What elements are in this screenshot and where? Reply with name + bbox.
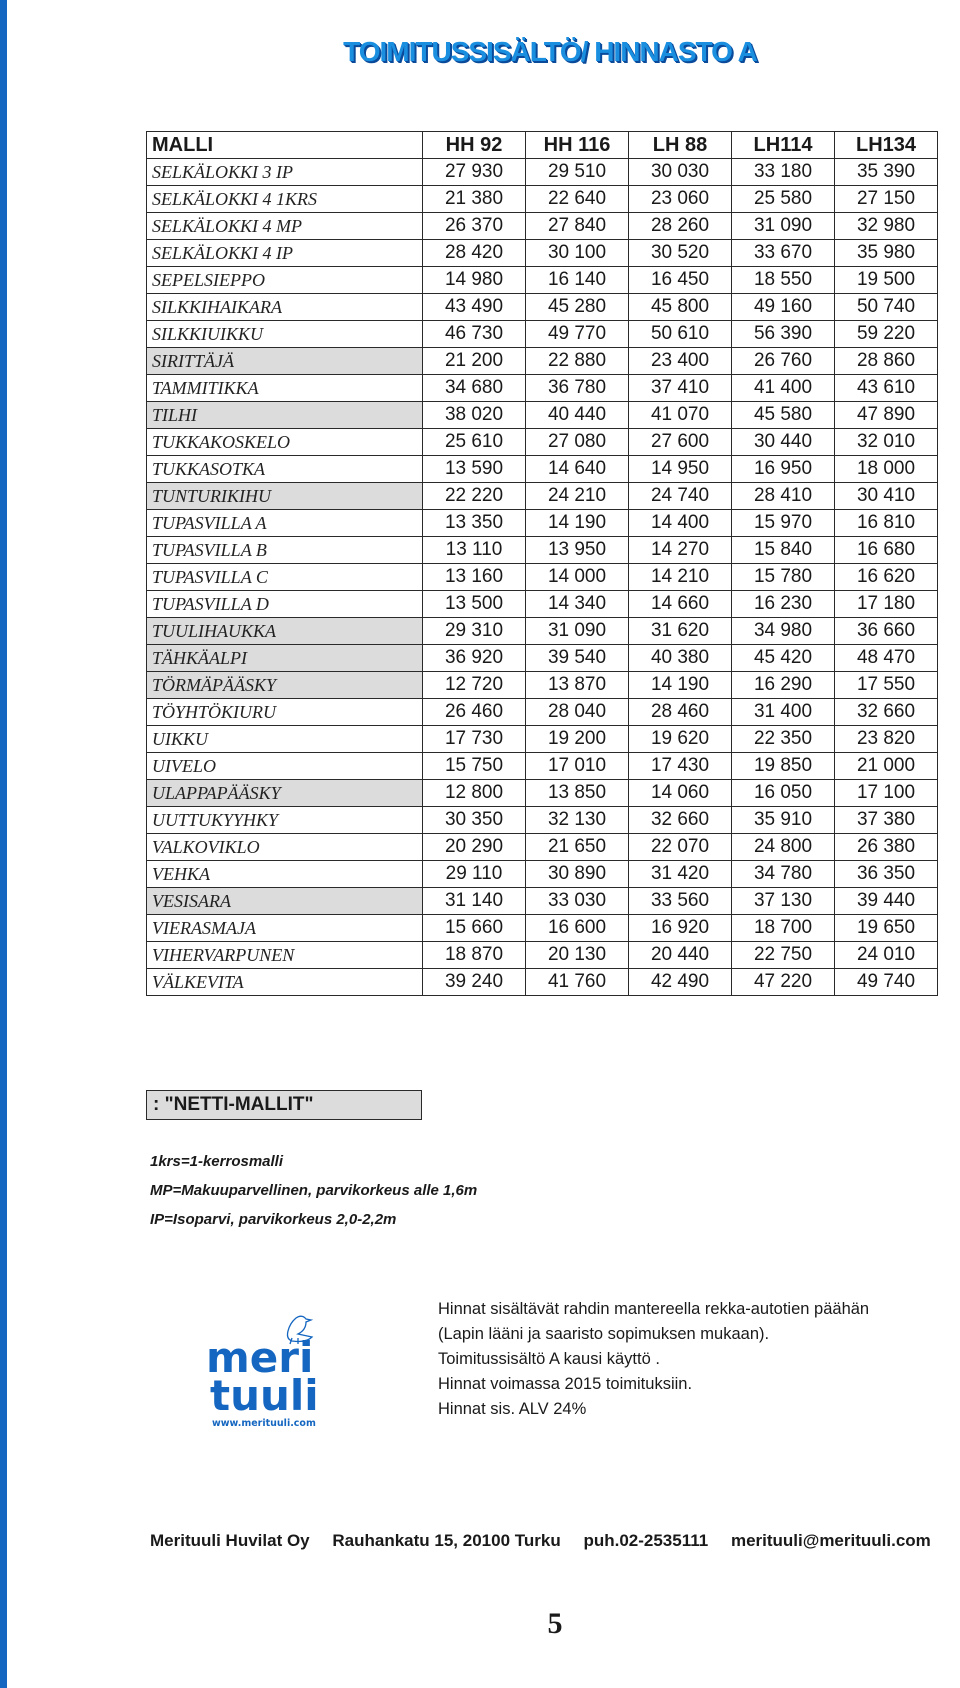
price-cell: 24 010 — [835, 942, 938, 969]
table-row — [147, 564, 938, 591]
price-cell: 47 890 — [835, 402, 938, 429]
table-row — [147, 213, 938, 240]
price-cell: 46 730 — [423, 321, 526, 348]
price-cell: 15 750 — [423, 753, 526, 780]
price-cell: 16 050 — [732, 780, 835, 807]
price-cell: 28 460 — [629, 699, 732, 726]
price-cell: 56 390 — [732, 321, 835, 348]
price-cell: 20 440 — [629, 942, 732, 969]
price-cell: 13 590 — [423, 456, 526, 483]
price-cell: 17 430 — [629, 753, 732, 780]
seagull-icon — [200, 1310, 350, 1430]
price-cell: 18 700 — [732, 915, 835, 942]
table-row — [147, 807, 938, 834]
footer-phone: puh.02-2535111 — [583, 1531, 709, 1550]
price-cell: 34 980 — [732, 618, 835, 645]
page-title: TOIMITUSSISÄLTÖ/ HINNASTO A — [343, 36, 757, 67]
table-row — [147, 159, 938, 186]
price-cell: 25 610 — [423, 429, 526, 456]
price-cell: 13 160 — [423, 564, 526, 591]
price-cell: 19 850 — [732, 753, 835, 780]
price-cell: 15 840 — [732, 537, 835, 564]
table-row — [147, 942, 938, 969]
logo-text-line1: meri — [206, 1333, 314, 1382]
column-header-malli: MALLI — [147, 132, 423, 159]
table-row — [147, 726, 938, 753]
price-cell: 36 350 — [835, 861, 938, 888]
price-table — [146, 131, 938, 996]
price-cell: 26 380 — [835, 834, 938, 861]
price-cell: 16 450 — [629, 267, 732, 294]
table-row — [147, 591, 938, 618]
price-cell: 20 130 — [526, 942, 629, 969]
table-header-row — [147, 132, 938, 159]
model-name-cell: VESISARA — [147, 888, 423, 915]
column-header-lh88: LH 88 — [629, 132, 732, 159]
price-cell: 14 340 — [526, 591, 629, 618]
price-cell: 24 210 — [526, 483, 629, 510]
table-row — [147, 483, 938, 510]
price-cell: 45 280 — [526, 294, 629, 321]
price-cell: 43 610 — [835, 375, 938, 402]
price-cell: 12 800 — [423, 780, 526, 807]
column-header-hh92: HH 92 — [423, 132, 526, 159]
price-cell: 37 410 — [629, 375, 732, 402]
model-name-cell: TUPASVILLA C — [147, 564, 423, 591]
price-cell: 59 220 — [835, 321, 938, 348]
table-row — [147, 969, 938, 996]
model-name-cell: TUNTURIKIHU — [147, 483, 423, 510]
price-cell: 28 260 — [629, 213, 732, 240]
price-cell: 34 680 — [423, 375, 526, 402]
price-cell: 36 780 — [526, 375, 629, 402]
price-cell: 33 180 — [732, 159, 835, 186]
price-cell: 48 470 — [835, 645, 938, 672]
price-cell: 36 660 — [835, 618, 938, 645]
price-cell: 23 400 — [629, 348, 732, 375]
price-cell: 17 730 — [423, 726, 526, 753]
table-row — [147, 834, 938, 861]
abbreviation-1krs: 1krs=1-kerrosmalli — [150, 1153, 284, 1170]
price-cell: 23 060 — [629, 186, 732, 213]
price-cell: 49 160 — [732, 294, 835, 321]
price-cell: 19 500 — [835, 267, 938, 294]
price-cell: 16 230 — [732, 591, 835, 618]
table-row — [147, 456, 938, 483]
price-cell: 34 780 — [732, 861, 835, 888]
abbreviation-mp: MP=Makuuparvellinen, parvikorkeus alle 1,6m — [150, 1182, 478, 1199]
price-cell: 25 580 — [732, 186, 835, 213]
price-cell: 28 410 — [732, 483, 835, 510]
price-cell: 19 620 — [629, 726, 732, 753]
price-cell: 31 620 — [629, 618, 732, 645]
price-cell: 13 110 — [423, 537, 526, 564]
model-name-cell: TAMMITIKKA — [147, 375, 423, 402]
price-cell: 37 380 — [835, 807, 938, 834]
price-cell: 21 200 — [423, 348, 526, 375]
info-line-5: Hinnat sis. ALV 24% — [438, 1400, 587, 1418]
price-cell: 27 600 — [629, 429, 732, 456]
table-row — [147, 888, 938, 915]
price-cell: 31 420 — [629, 861, 732, 888]
model-name-cell: SILKKIHAIKARA — [147, 294, 423, 321]
price-cell: 22 880 — [526, 348, 629, 375]
price-cell: 31 400 — [732, 699, 835, 726]
table-row — [147, 537, 938, 564]
model-name-cell: SELKÄLOKKI 4 MP — [147, 213, 423, 240]
price-cell: 30 350 — [423, 807, 526, 834]
table-row — [147, 240, 938, 267]
model-name-cell: TUKKAKOSKELO — [147, 429, 423, 456]
model-name-cell: TUKKASOTKA — [147, 456, 423, 483]
price-cell: 38 020 — [423, 402, 526, 429]
model-name-cell: TUPASVILLA A — [147, 510, 423, 537]
price-cell: 18 000 — [835, 456, 938, 483]
price-cell: 22 070 — [629, 834, 732, 861]
price-cell: 27 930 — [423, 159, 526, 186]
price-cell: 45 420 — [732, 645, 835, 672]
abbreviation-ip: IP=Isoparvi, parvikorkeus 2,0-2,2m — [150, 1211, 397, 1228]
price-cell: 23 820 — [835, 726, 938, 753]
price-cell: 41 070 — [629, 402, 732, 429]
price-cell: 14 640 — [526, 456, 629, 483]
table-row — [147, 321, 938, 348]
model-name-cell: TUPASVILLA D — [147, 591, 423, 618]
price-cell: 14 270 — [629, 537, 732, 564]
price-cell: 41 400 — [732, 375, 835, 402]
price-cell: 30 410 — [835, 483, 938, 510]
price-cell: 15 660 — [423, 915, 526, 942]
price-cell: 30 890 — [526, 861, 629, 888]
price-cell: 30 100 — [526, 240, 629, 267]
price-cell: 12 720 — [423, 672, 526, 699]
model-name-cell: VEHKA — [147, 861, 423, 888]
price-cell: 15 780 — [732, 564, 835, 591]
price-cell: 40 440 — [526, 402, 629, 429]
price-cell: 32 130 — [526, 807, 629, 834]
price-cell: 19 200 — [526, 726, 629, 753]
table-row — [147, 294, 938, 321]
table-row — [147, 699, 938, 726]
price-cell: 40 380 — [629, 645, 732, 672]
column-header-lh134: LH134 — [835, 132, 938, 159]
model-name-cell: SELKÄLOKKI 4 1KRS — [147, 186, 423, 213]
price-cell: 30 520 — [629, 240, 732, 267]
price-cell: 18 870 — [423, 942, 526, 969]
model-name-cell: VIHERVARPUNEN — [147, 942, 423, 969]
price-cell: 13 500 — [423, 591, 526, 618]
price-cell: 16 680 — [835, 537, 938, 564]
model-name-cell: TUULIHAUKKA — [147, 618, 423, 645]
table-row — [147, 510, 938, 537]
table-body — [147, 159, 938, 996]
model-name-cell: VÄLKEVITA — [147, 969, 423, 996]
price-cell: 28 040 — [526, 699, 629, 726]
price-cell: 17 100 — [835, 780, 938, 807]
table-row — [147, 780, 938, 807]
footer-company: Merituuli Huvilat Oy — [150, 1531, 310, 1550]
model-name-cell: SILKKIUIKKU — [147, 321, 423, 348]
model-name-cell: ULAPPAPÄÄSKY — [147, 780, 423, 807]
price-cell: 13 350 — [423, 510, 526, 537]
price-cell: 24 740 — [629, 483, 732, 510]
price-cell: 16 140 — [526, 267, 629, 294]
model-name-cell: VIERASMAJA — [147, 915, 423, 942]
info-line-3: Toimitussisältö A kausi käyttö . — [438, 1350, 660, 1368]
price-cell: 39 540 — [526, 645, 629, 672]
info-line-2: (Lapin lääni ja saaristo sopimuksen mukaan). — [438, 1325, 770, 1343]
model-name-cell: SELKÄLOKKI 4 IP — [147, 240, 423, 267]
price-cell: 49 770 — [526, 321, 629, 348]
price-cell: 32 010 — [835, 429, 938, 456]
price-cell: 49 740 — [835, 969, 938, 996]
price-cell: 13 870 — [526, 672, 629, 699]
price-cell: 33 560 — [629, 888, 732, 915]
price-cell: 19 650 — [835, 915, 938, 942]
price-cell: 28 860 — [835, 348, 938, 375]
price-cell: 13 950 — [526, 537, 629, 564]
price-cell: 24 800 — [732, 834, 835, 861]
price-cell: 27 840 — [526, 213, 629, 240]
price-cell: 16 290 — [732, 672, 835, 699]
table-row — [147, 402, 938, 429]
table-row — [147, 645, 938, 672]
price-cell: 37 130 — [732, 888, 835, 915]
price-cell: 20 290 — [423, 834, 526, 861]
footer-email: merituuli@merituuli.com — [730, 1531, 931, 1550]
price-cell: 36 920 — [423, 645, 526, 672]
price-cell: 15 970 — [732, 510, 835, 537]
model-name-cell: UIVELO — [147, 753, 423, 780]
price-cell: 45 800 — [629, 294, 732, 321]
price-cell: 27 080 — [526, 429, 629, 456]
price-cell: 26 460 — [423, 699, 526, 726]
price-cell: 27 150 — [835, 186, 938, 213]
column-header-lh114: LH114 — [732, 132, 835, 159]
logo-url: www.merituuli.com — [212, 1418, 316, 1429]
model-name-cell: TÄHKÄALPI — [147, 645, 423, 672]
price-cell: 30 030 — [629, 159, 732, 186]
price-cell: 29 310 — [423, 618, 526, 645]
info-line-4: Hinnat voimassa 2015 toimituksiin. — [438, 1375, 693, 1393]
price-cell: 14 400 — [629, 510, 732, 537]
model-name-cell: TÖYHTÖKIURU — [147, 699, 423, 726]
price-cell: 16 950 — [732, 456, 835, 483]
price-cell: 26 760 — [732, 348, 835, 375]
table-row — [147, 375, 938, 402]
price-cell: 18 550 — [732, 267, 835, 294]
price-cell: 42 490 — [629, 969, 732, 996]
price-cell: 14 000 — [526, 564, 629, 591]
price-cell: 43 490 — [423, 294, 526, 321]
price-cell: 29 510 — [526, 159, 629, 186]
price-cell: 41 760 — [526, 969, 629, 996]
price-cell: 31 140 — [423, 888, 526, 915]
price-cell: 17 010 — [526, 753, 629, 780]
model-name-cell: UUTTUKYYHKY — [147, 807, 423, 834]
price-cell: 14 950 — [629, 456, 732, 483]
left-accent-bar — [0, 0, 7, 1688]
price-cell: 17 550 — [835, 672, 938, 699]
price-cell: 31 090 — [732, 213, 835, 240]
price-cell: 39 240 — [423, 969, 526, 996]
price-cell: 32 980 — [835, 213, 938, 240]
price-cell: 32 660 — [629, 807, 732, 834]
price-cell: 16 600 — [526, 915, 629, 942]
info-line-1: Hinnat sisältävät rahdin mantereella rekka-autotien päähän — [438, 1300, 870, 1318]
price-cell: 50 740 — [835, 294, 938, 321]
price-cell: 22 220 — [423, 483, 526, 510]
page-number: 5 — [547, 1607, 563, 1640]
price-cell: 47 220 — [732, 969, 835, 996]
price-cell: 16 920 — [629, 915, 732, 942]
price-cell: 33 030 — [526, 888, 629, 915]
price-cell: 14 660 — [629, 591, 732, 618]
model-name-cell: VALKOVIKLO — [147, 834, 423, 861]
price-cell: 14 980 — [423, 267, 526, 294]
model-name-cell: UIKKU — [147, 726, 423, 753]
price-cell: 22 640 — [526, 186, 629, 213]
price-cell: 21 000 — [835, 753, 938, 780]
merituuli-logo — [200, 1310, 350, 1430]
model-name-cell: TUPASVILLA B — [147, 537, 423, 564]
table-row — [147, 186, 938, 213]
price-cell: 16 620 — [835, 564, 938, 591]
price-cell: 28 420 — [423, 240, 526, 267]
price-cell: 14 060 — [629, 780, 732, 807]
price-cell: 16 810 — [835, 510, 938, 537]
price-cell: 39 440 — [835, 888, 938, 915]
price-cell: 21 380 — [423, 186, 526, 213]
price-cell: 17 180 — [835, 591, 938, 618]
model-name-cell: SEPELSIEPPO — [147, 267, 423, 294]
table-row — [147, 672, 938, 699]
table-row — [147, 267, 938, 294]
table-row — [147, 429, 938, 456]
price-cell: 21 650 — [526, 834, 629, 861]
logo-text-line2: tuuli — [210, 1371, 319, 1420]
price-cell: 32 660 — [835, 699, 938, 726]
price-cell: 29 110 — [423, 861, 526, 888]
netti-models-legend: : "NETTI-MALLIT" — [146, 1090, 422, 1120]
price-cell: 22 750 — [732, 942, 835, 969]
table-row — [147, 861, 938, 888]
table-row — [147, 753, 938, 780]
model-name-cell: SIRITTÄJÄ — [147, 348, 423, 375]
price-cell: 30 440 — [732, 429, 835, 456]
price-cell: 26 370 — [423, 213, 526, 240]
price-cell: 14 190 — [526, 510, 629, 537]
price-cell: 33 670 — [732, 240, 835, 267]
model-name-cell: TILHI — [147, 402, 423, 429]
price-cell: 14 210 — [629, 564, 732, 591]
footer-address: Rauhankatu 15, 20100 Turku — [332, 1531, 561, 1550]
price-info-block — [438, 1297, 869, 1422]
price-cell: 50 610 — [629, 321, 732, 348]
model-name-cell: TÖRMÄPÄÄSKY — [147, 672, 423, 699]
footer-contact — [150, 1531, 949, 1551]
price-cell: 13 850 — [526, 780, 629, 807]
model-name-cell: SELKÄLOKKI 3 IP — [147, 159, 423, 186]
price-cell: 35 390 — [835, 159, 938, 186]
price-cell: 45 580 — [732, 402, 835, 429]
price-cell: 35 980 — [835, 240, 938, 267]
column-header-hh116: HH 116 — [526, 132, 629, 159]
price-cell: 35 910 — [732, 807, 835, 834]
price-cell: 22 350 — [732, 726, 835, 753]
price-cell: 31 090 — [526, 618, 629, 645]
table-row — [147, 618, 938, 645]
price-cell: 14 190 — [629, 672, 732, 699]
table-row — [147, 915, 938, 942]
table-row — [147, 348, 938, 375]
